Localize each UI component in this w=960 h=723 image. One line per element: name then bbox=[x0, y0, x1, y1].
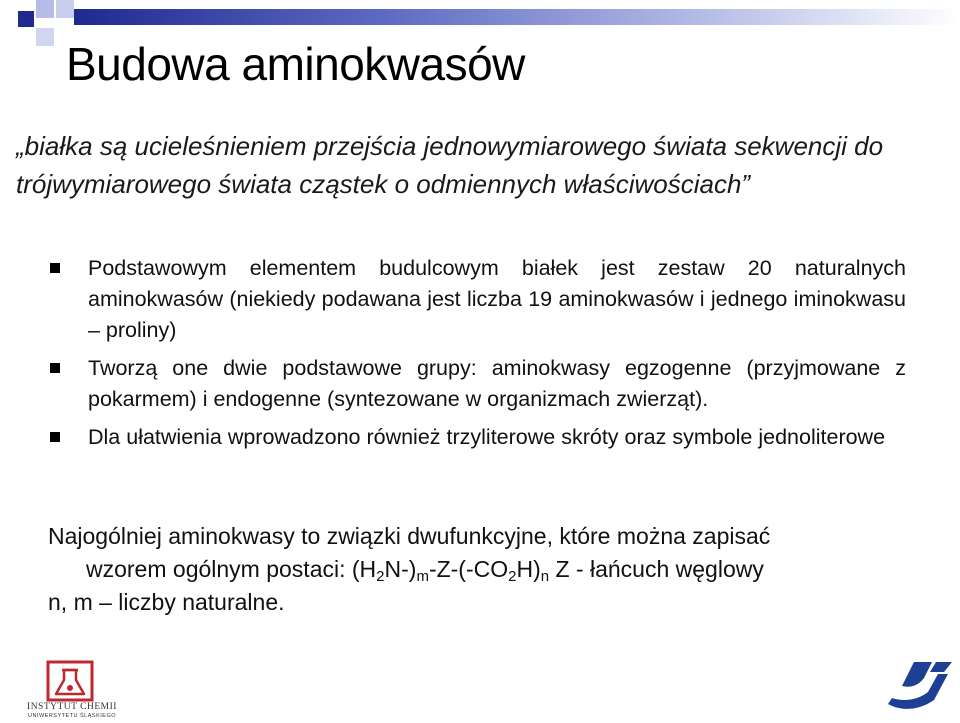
formula-line-1: Najogólniej aminokwasy to związki dwufunkcyjne, które można zapisać bbox=[48, 523, 771, 549]
deco-square-light bbox=[56, 0, 74, 18]
formula-paragraph bbox=[48, 520, 908, 619]
institute-emblem-icon bbox=[44, 660, 96, 702]
header-gradient-band bbox=[74, 9, 960, 25]
deco-square-light bbox=[36, 0, 54, 18]
bullet-text: Podstawowym elementem budulcowym białek jest zestaw 20 naturalnych aminokwasów (niekiedy podawana jest liczba 19 aminokwasów i jednego iminokwasu – proliny) bbox=[88, 256, 906, 342]
institute-name: INSTYTUT CHEMII bbox=[27, 702, 117, 712]
formula-part: wzorem ogólnym postaci: (H bbox=[86, 556, 377, 582]
formula-line-2 bbox=[48, 553, 908, 586]
bullet-item bbox=[48, 422, 906, 453]
bullet-item bbox=[48, 353, 906, 415]
bullet-item bbox=[48, 253, 906, 346]
bullet-text: Tworzą one dwie podstawowe grupy: aminokwasy egzogenne (przyjmowane z pokarmem) i endogenne (syntezowane w organizmach zwierząt). bbox=[88, 356, 906, 411]
bullet-square-icon bbox=[50, 263, 60, 273]
deco-square-light bbox=[36, 28, 54, 46]
bullet-list bbox=[48, 253, 906, 453]
formula-subscript: n bbox=[540, 568, 550, 585]
formula-part: Z - łańcuch węglowy bbox=[549, 556, 764, 582]
formula-part: H) bbox=[516, 556, 541, 582]
deco-square-dark bbox=[18, 11, 34, 27]
formula-part: N-) bbox=[384, 556, 417, 582]
formula-line-3: n, m – liczby naturalne. bbox=[48, 589, 285, 615]
university-name: UNIWERSYTETU ŚLĄSKIEGO bbox=[27, 713, 116, 719]
bullet-square-icon bbox=[50, 432, 60, 442]
slide-title: Budowa aminokwasów bbox=[66, 38, 525, 90]
formula-subscript: 2 bbox=[376, 568, 385, 585]
university-logo-icon bbox=[884, 660, 954, 716]
formula-subscript: m bbox=[416, 568, 429, 585]
institute-logo bbox=[22, 660, 122, 720]
formula-part: -Z-(-CO bbox=[428, 556, 509, 582]
formula-subscript: 2 bbox=[508, 568, 517, 585]
bullet-square-icon bbox=[50, 363, 60, 373]
intro-quote: „białka są ucieleśnieniem przejścia jednowymiarowego świata sekwencji do trójwymiarowego świata cząstek o odmiennych właściwościach” bbox=[16, 131, 884, 199]
bullet-text: Dla ułatwienia wprowadzono również trzyliterowe skróty oraz symbole jednoliterowe bbox=[88, 425, 886, 449]
